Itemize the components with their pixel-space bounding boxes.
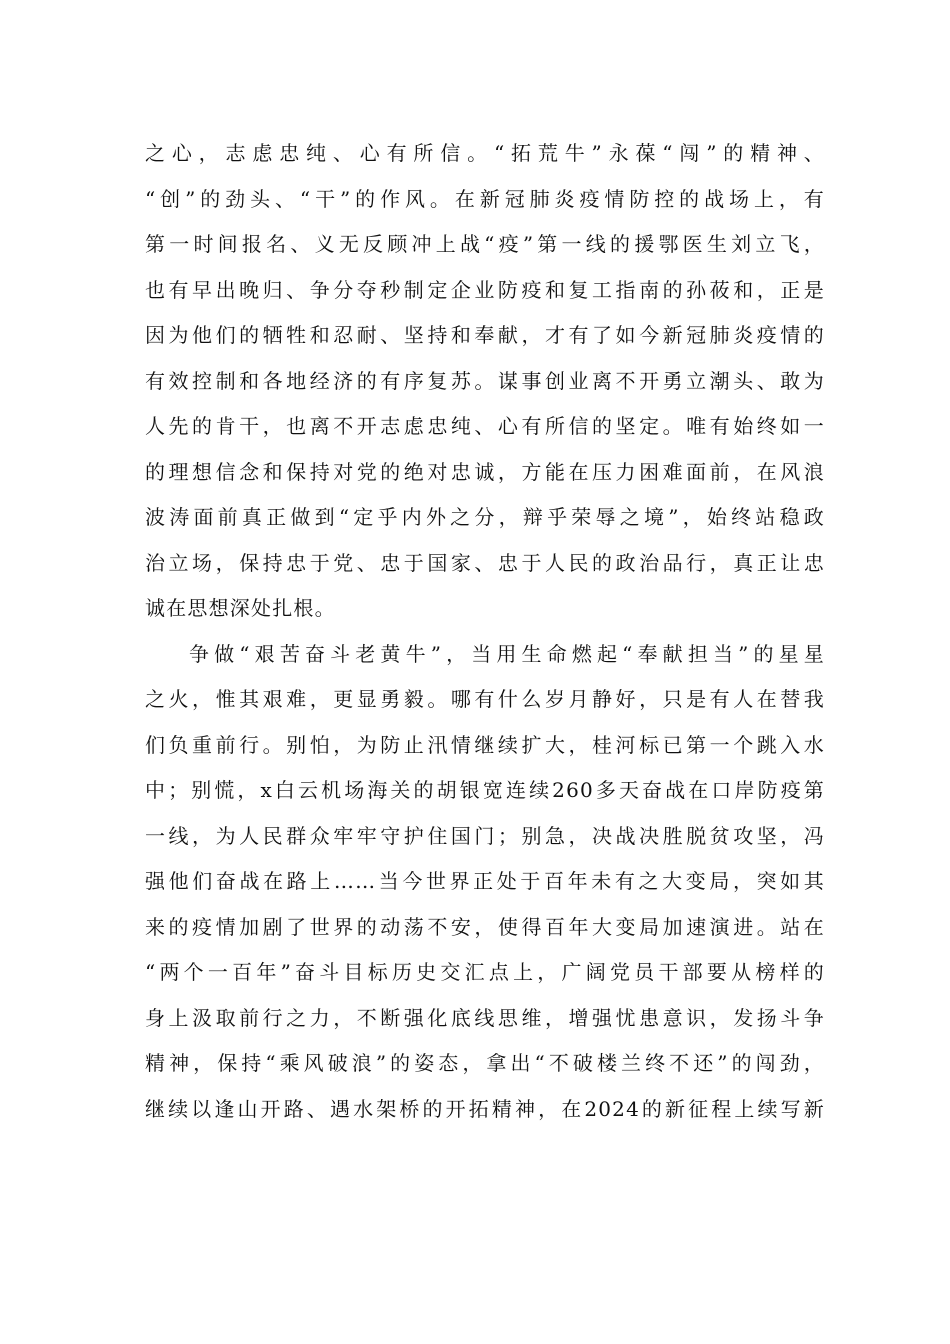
body-text (145, 131, 825, 1132)
text-line: 们负重前行。别怕，为防止汛情继续扩大，桂河标已第一个跳入水 (145, 732, 825, 757)
text-line: 人先的肯干，也离不开志虑忠纯、心有所信的坚定。唯有始终如一 (145, 414, 825, 438)
text-line: 也有早出晚归、争分夺秒制定企业防疫和复工指南的孙莜和，正是 (145, 277, 825, 302)
text-line: 第一时间报名、义无反顾冲上战“疫”第一线的援鄂医生刘立飞， (145, 232, 825, 256)
text-line: 继续以逢山开路、遇水架桥的开拓精神，在2024的新征程上续写新 (145, 1096, 825, 1121)
text-line: 的理想信念和保持对党的绝对忠诚，方能在压力困难面前，在风浪 (145, 459, 825, 484)
text-line: 身上汲取前行之力，不断强化底线思维，增强忧患意识，发扬斗争 (145, 1005, 825, 1030)
text-line: 诚在思想深处扎根。 (145, 596, 336, 620)
text-line: 因为他们的牺牲和忍耐、坚持和奉献，才有了如今新冠肺炎疫情的 (145, 323, 825, 347)
paragraph-2 (145, 632, 825, 1133)
text-line: 波涛面前真正做到“定乎内外之分，辩乎荣辱之境”，始终站稳政 (145, 505, 825, 529)
text-line: 精神，保持“乘风破浪”的姿态，拿出“不破楼兰终不还”的闯劲， (145, 1051, 825, 1075)
text-line: 来的疫情加剧了世界的动荡不安，使得百年大变局加速演进。站在 (145, 914, 825, 939)
text-line: “两个一百年”奋斗目标历史交汇点上，广阔党员干部要从榜样的 (145, 960, 825, 984)
text-line: “创”的劲头、“干”的作风。在新冠肺炎疫情防控的战场上，有 (145, 186, 825, 211)
text-line: 一线，为人民群众牢牢守护住国门；别急，决战决胜脱贫攻坚，冯 (145, 823, 825, 848)
text-line: 之心，志虑忠纯、心有所信。“拓荒牛”永葆“闯”的精神、 (145, 141, 825, 165)
text-line: 争做“艰苦奋斗老黄牛”，当用生命燃起“奉献担当”的星星 (189, 641, 825, 666)
paragraph-1 (145, 131, 825, 632)
text-line: 有效控制和各地经济的有序复苏。谋事创业离不开勇立潮头、敢为 (145, 368, 825, 393)
text-line: 治立场，保持忠于党、忠于国家、忠于人民的政治品行，真正让忠 (145, 550, 825, 575)
text-line: 中；别慌，x白云机场海关的胡银宽连续260多天奋战在口岸防疫第 (145, 778, 825, 802)
text-line: 强他们奋战在路上……当今世界正处于百年未有之大变局，突如其 (145, 869, 825, 893)
text-line: 之火，惟其艰难，更显勇毅。哪有什么岁月静好，只是有人在替我 (145, 687, 825, 711)
